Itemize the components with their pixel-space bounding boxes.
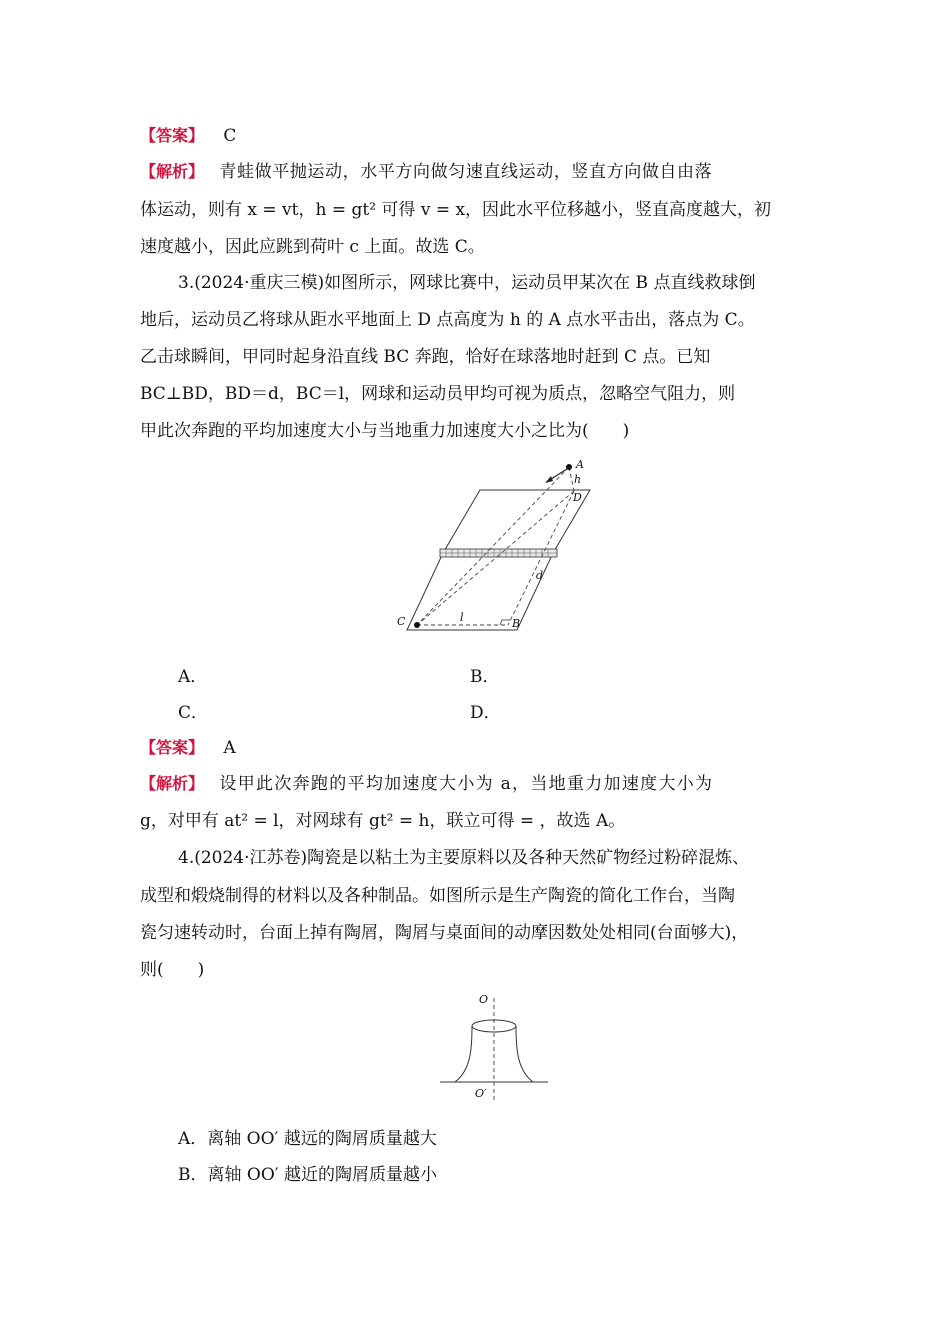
q3-option-c[interactable]: C． [178, 703, 209, 723]
analysis-tag: 【解析】 [140, 774, 205, 793]
q2-analysis-row [140, 159, 712, 185]
q4-stem-line: 瓷匀速转动时，台面上掉有陶屑，陶屑与桌面间的动摩因数处处相同(台面够大)， [140, 923, 749, 943]
q4-option-b[interactable]: B．离轴 OO′ 越近的陶屑质量越小 [178, 1165, 438, 1185]
pot-right-side [516, 1026, 533, 1082]
q3-stem-line: 甲此次奔跑的平均加速度大小与当地重力加速度大小之比为( ) [140, 421, 630, 441]
tennis-court-figure [390, 455, 600, 635]
court-near-half [407, 553, 553, 630]
q4-stem-line: 4.(2024·江苏卷)陶瓷是以粘土为主要原料以及各种天然矿物经过粉碎混炼、 [178, 848, 750, 868]
analysis-text: 速度越小，因此应跳到荷叶 c 上面。故选 C。 [140, 237, 485, 257]
point-a [566, 464, 572, 470]
answer-tag: 【答案】 [140, 738, 205, 757]
pottery-wheel-figure [435, 988, 555, 1103]
q3-option-b[interactable]: B． [470, 667, 500, 687]
ball-path-line [417, 467, 569, 625]
label-o-bottom: O′ [475, 1087, 487, 1100]
analysis-text: 设甲此次奔跑的平均加速度大小为 a，当地重力加速度大小为 [219, 774, 714, 794]
analysis-tag: 【解析】 [140, 162, 205, 181]
q4-option-a[interactable]: A．离轴 OO′ 越远的陶屑质量越大 [178, 1129, 437, 1149]
q2-answer-row [140, 123, 236, 149]
analysis-text: 体运动，则有 x = vt，h = gt² 可得 v = x，因此水平位移越小，竖直高度越大，初 [140, 200, 772, 220]
answer-value: A [223, 738, 236, 758]
q3-stem-line: 地后，运动员乙将球从距水平地面上 D 点高度为 h 的 A 点水平击出，落点为 C。 [140, 310, 755, 330]
label-o-top: O [479, 993, 489, 1006]
q4-stem-line: 成型和煅烧制得的材料以及各种制品。如图所示是生产陶瓷的简化工作台，当陶 [140, 886, 735, 906]
q3-stem-line: 3.(2024·重庆三模)如图所示，网球比赛中，运动员甲某次在 B 点直线救球倒 [178, 273, 756, 293]
label-a: A [576, 458, 584, 471]
q3-option-a[interactable]: A． [178, 667, 208, 687]
label-d-length: d [536, 569, 544, 582]
q3-stem-line: BC⊥BD，BD＝d，BC＝l，网球和运动员甲均可视为质点，忽略空气阻力，则 [140, 384, 736, 404]
distance-d-line [508, 491, 574, 625]
analysis-text: 青蛙做平抛运动，水平方向做匀速直线运动，竖直方向做自由落 [219, 162, 713, 182]
q3-stem-line: 乙击球瞬间，甲同时起身沿直线 BC 奔跑，恰好在球落地时赶到 C 点。已知 [140, 347, 711, 367]
point-c [414, 622, 420, 628]
label-c: C [397, 615, 406, 628]
label-l: l [460, 611, 464, 624]
q3-option-d[interactable]: D． [470, 703, 501, 723]
answer-value: C [223, 126, 237, 146]
q3-answer-row [140, 735, 236, 761]
arrow-head [545, 476, 553, 483]
answer-tag: 【答案】 [140, 126, 205, 145]
label-b: B [512, 617, 521, 630]
pot-left-side [455, 1026, 472, 1082]
q3-analysis-row [140, 771, 713, 797]
label-h: h [574, 473, 582, 486]
label-d-point: D [573, 491, 582, 504]
court-far-half [443, 490, 590, 553]
analysis-text: g，对甲有 at² = l，对网球有 gt² = h，联立可得 = ，故选 A。 [140, 811, 626, 831]
q4-stem-line: 则( ) [140, 960, 205, 980]
